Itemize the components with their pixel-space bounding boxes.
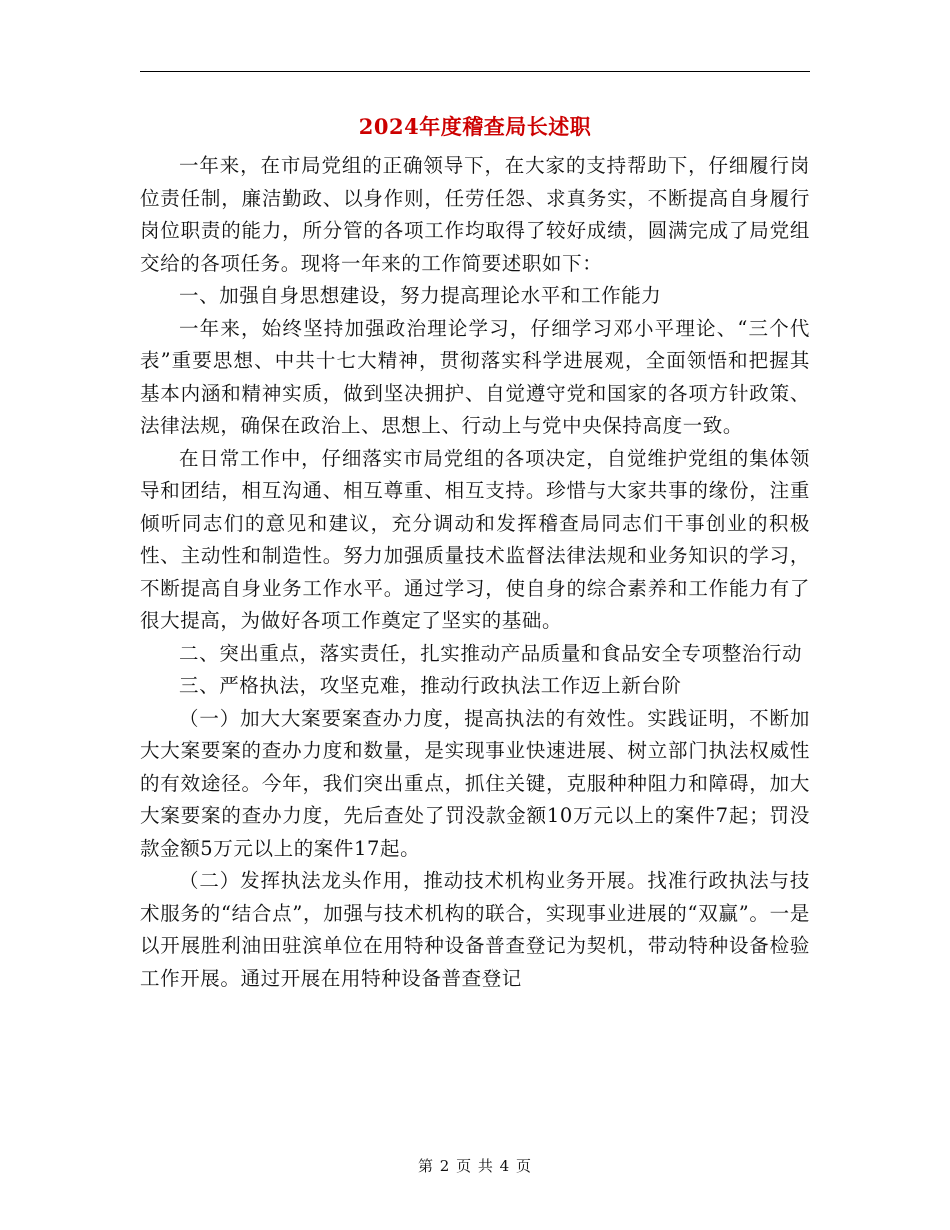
paragraph-daily-work: 在日常工作中，仔细落实市局党组的各项决定，自觉维护党组的集体领导和团结，相互沟通、相互尊重、相互支持。珍惜与大家共事的缘份，注重倾听同志们的意见和建议，充分调动和发挥稽查局同志们干事创业的积极性、主动性和制造性。努力加强质量技术监督法律法规和业务知识的学习，不断提高自身业务工作水平。通过学习，使自身的综合素养和工作能力有了很大提高，为做好各项工作奠定了坚实的基础。	[140, 446, 810, 632]
header-rule	[140, 71, 810, 72]
heading-section-1: 一、加强自身思想建设，努力提高理论水平和工作能力	[179, 284, 662, 307]
document-body	[140, 150, 810, 995]
paragraph-major-cases: （一）加大大案要案查办力度，提高执法的有效性。实践证明，不断加大大案要案的查办力度和数量，是实现事业快速进展、树立部门执法权威性的有效途径。今年，我们突出重点，抓住关键，克服种种阻力和障碍，加大大案要案的查办力度，先后查处了罚没款金额10万元以上的案件7起；罚没款金额5万元以上的案件17起。	[140, 706, 810, 860]
page-number: 第 2 页 共 4 页	[418, 1157, 532, 1175]
paragraph-intro: 一年来，在市局党组的正确领导下，在大家的支持帮助下，仔细履行岗位责任制，廉洁勤政、以身作则，任劳任怨、求真务实，不断提高自身履行岗位职责的能力，所分管的各项工作均取得了较好成绩，圆满完成了局党组交给的各项任务。现将一年来的工作简要述职如下：	[140, 154, 810, 275]
heading-section-2: 二、突出重点，落实责任，扎实推动产品质量和食品安全专项整治行动	[179, 641, 803, 665]
heading-section-3: 三、严格执法，攻坚克难，推动行政执法工作迈上新台阶	[179, 674, 682, 697]
paragraph-technical-agencies: （二）发挥执法龙头作用，推动技术机构业务开展。找准行政执法与技术服务的“结合点”，加强与技术机构的联合，实现事业进展的“双赢”。一是以开展胜利油田驻滨单位在用特种设备普查登记为契机，带动特种设备检验工作开展。通过开展在用特种设备普查登记	[140, 869, 810, 990]
document-title: 2024年度稽查局长述职	[358, 114, 592, 139]
paragraph-theory-study: 一年来，始终坚持加强政治理论学习，仔细学习邓小平理论、“三个代表”重要思想、中共十七大精神，贯彻落实科学进展观，全面领悟和把握其基本内涵和精神实质，做到坚决拥护、自觉遵守党和国家的各项方针政策、法律法规，确保在政治上、思想上、行动上与党中央保持高度一致。	[140, 316, 810, 437]
